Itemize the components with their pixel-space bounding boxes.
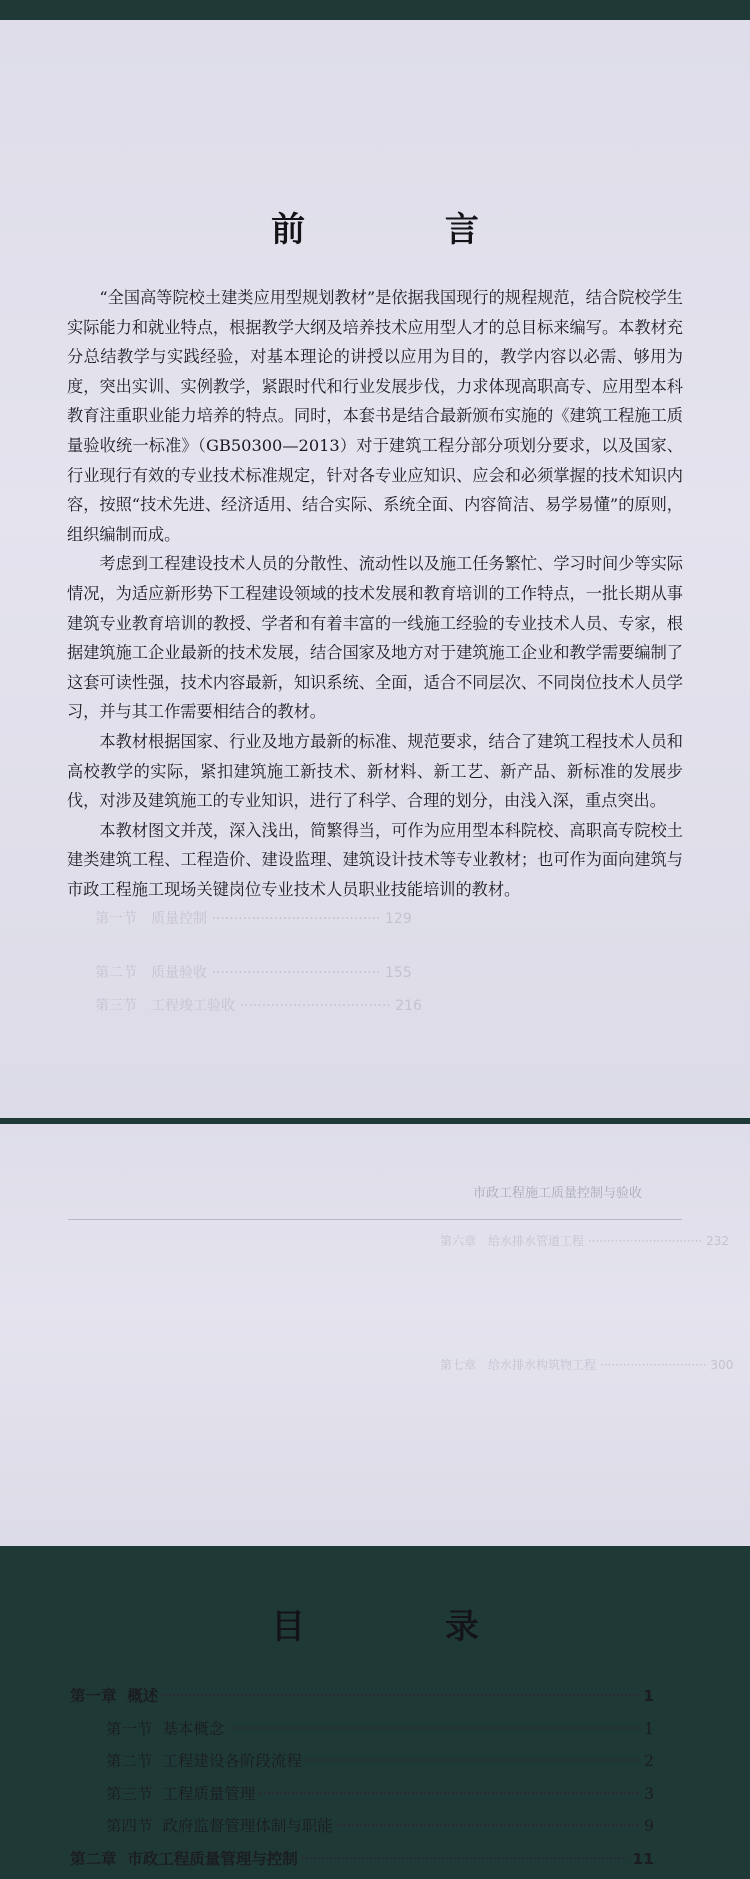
toc-leader-dots [306, 1759, 638, 1761]
preface-paragraph: “全国高等院校土建类应用型规划教材”是依据我国现行的规程规范，结合院校学生实际能力和就业特点，根据教学大纲及培养技术应用型人才的总目标来编写。本教材充分总结教学与实践经验，对基本理论的讲授以应用为目的，教学内容以必需、够用为度，突出实训、实例教学，紧跟时代和行业发展步伐，力求体现高职高专、应用型本科教育注重职业能力培养的特点。同时，本套书是结合最新颁布实施的《建筑工程施工质量验收统一标准》（GB50300—2013）对于建筑工程分部分项划分要求，以及国家、行业现行有效的专业技术标准规定，针对各专业应知识、应会和必须掌握的技术知识内容，按照“技术先进、经济适用、结合实际、系统全面、内容简洁、易学易懂”的原则，组织编制而成。 [67, 283, 683, 549]
bleed-through-text: 第二节 质量验收 ······································ 155 [95, 962, 412, 982]
contents-title: 目 录 [0, 1599, 750, 1648]
toc-entry-label: 第二节 工程建设各阶段流程 [106, 1749, 302, 1771]
toc-entry-page: 3 [642, 1785, 654, 1803]
bleed-through-header: 市政工程施工质量控制与验收 [473, 1182, 642, 1201]
toc-entry-chapter-2[interactable] [70, 1847, 654, 1879]
toc-entry-page: 1 [642, 1720, 654, 1738]
header-rule [68, 1219, 682, 1220]
toc-leader-dots [162, 1694, 638, 1696]
toc-entry-page: 1 [642, 1687, 654, 1705]
bleed-through-text: 第六章 给水排水管道工程 ······························ 232 [440, 1232, 729, 1249]
toc-leader-dots [228, 1727, 638, 1729]
toc-entry-section[interactable] [70, 1814, 654, 1847]
toc-leader-dots [259, 1792, 638, 1794]
toc-entry-label: 第三节 工程质量管理 [106, 1782, 255, 1804]
bleed-through-text: 第七章 给水排水构筑物工程 ···························· 300 [440, 1356, 733, 1373]
toc-entry-label: 第四节 政府监督管理体制与职能 [106, 1814, 333, 1836]
toc-leader-dots [337, 1824, 638, 1826]
preface-title: 前 言 [0, 202, 750, 251]
toc-entry-page: 9 [642, 1817, 654, 1835]
bleed-through-text: 第一节 质量控制 ······································ 129 [95, 908, 412, 928]
toc-entry-chapter-1[interactable] [70, 1684, 654, 1717]
preface-page [0, 20, 750, 1118]
toc-leader-dots [302, 1857, 629, 1859]
toc-entry-page: 2 [642, 1752, 654, 1770]
preface-paragraph: 考虑到工程建设技术人员的分散性、流动性以及施工任务繁忙、学习时间少等实际情况，为适应新形势下工程建设领域的技术发展和教育培训的工作特点，一批长期从事建筑专业教育培训的教授、学者和有着丰富的一线施工经验的专业技术人员、专家，根据建筑施工企业最新的技术发展，结合国家及地方对于建筑施工企业和教学需要编制了这套可读性强，技术内容最新，知识系统、全面，适合不同层次、不同岗位技术人员学习，并与其工作需要相结合的教材。 [67, 549, 683, 727]
toc-list [70, 1684, 654, 1879]
toc-entry-page: 11 [632, 1850, 654, 1868]
toc-entry-section[interactable] [70, 1749, 654, 1782]
toc-entry-label: 第二章 市政工程质量管理与控制 [70, 1847, 298, 1869]
preface-body [67, 283, 683, 904]
toc-entry-section[interactable] [70, 1782, 654, 1815]
preface-paragraph: 本教材图文并茂，深入浅出，简繁得当，可作为应用型本科院校、高职高专院校土建类建筑工程、工程造价、建设监理、建筑设计技术等专业教材；也可作为面向建筑与市政工程施工现场关键岗位专业技术人员职业技能培训的教材。 [67, 816, 683, 905]
toc-entry-section[interactable] [70, 1717, 654, 1750]
contents-page [0, 1124, 750, 1546]
bleed-through-text: 第三节 工程竣工验收 ·································· 216 [95, 995, 422, 1015]
toc-entry-label: 第一章 概述 [70, 1684, 158, 1706]
preface-paragraph: 本教材根据国家、行业及地方最新的标准、规范要求，结合了建筑工程技术人员和高校教学的实际，紧扣建筑施工新技术、新材料、新工艺、新产品、新标准的发展步伐，对涉及建筑施工的专业知识，进行了科学、合理的划分，由浅入深，重点突出。 [67, 727, 683, 816]
toc-entry-label: 第一节 基本概念 [106, 1717, 224, 1739]
